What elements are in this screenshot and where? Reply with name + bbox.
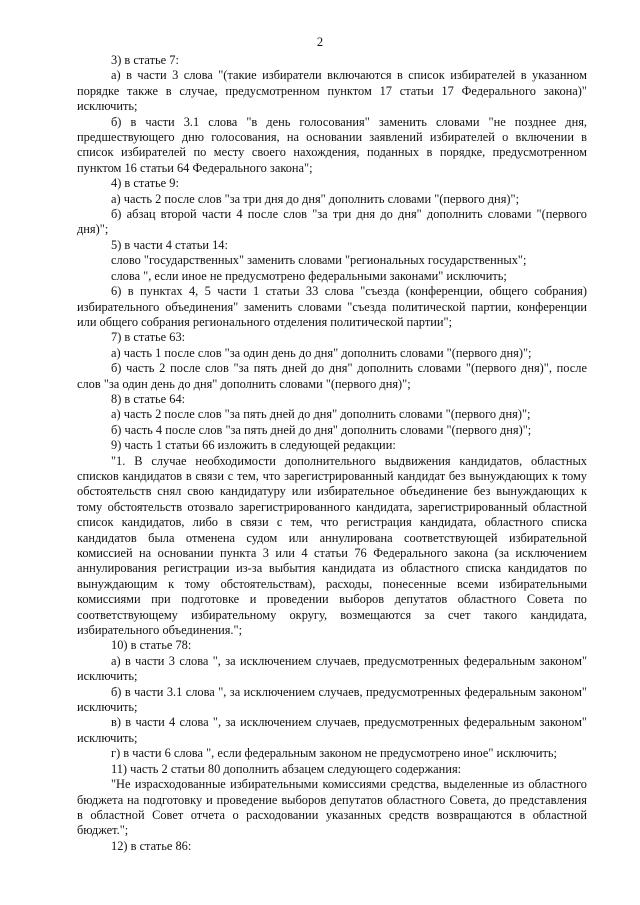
paragraph: г) в части 6 слова ", если федеральным законом не предусмотрено иное" исключить;: [111, 746, 557, 761]
paragraph: в) в части 4 слова ", за исключением случаев, предусмотренных федеральным законом" исключить;: [77, 715, 587, 745]
document-body: [77, 53, 587, 854]
paragraph: 11) часть 2 статьи 80 дополнить абзацем следующего содержания:: [111, 761, 462, 776]
paragraph: 3) в статье 7:: [111, 53, 179, 67]
paragraph: б) в части 3.1 слова ", за исключением случаев, предусмотренных федеральным законом" исключить;: [77, 684, 587, 715]
paragraph: 7) в статье 63:: [111, 330, 186, 345]
paragraph: б) в части 3.1 слова "в день голосования" заменить словами "не позднее дня, предшествующего дню голосования, на основании заявлений избирателей о включении в список избирателей по месту своего нахождения, поданных в порядке, предусмотренном пунктом 16 статьи 64 Федерального закона";: [77, 114, 587, 175]
paragraph: "Не израсходованные избирательными комиссиями средства, выделенные из областного бюджета на подготовку и проведение выборов депутатов областного Совета, до представления в областной Совет отчета о расходовании указанных средств возвращаются в областной бюджет.";: [77, 777, 587, 838]
paragraph: а) часть 1 после слов "за один день до дня" дополнить словами "(первого дня)";: [111, 345, 532, 360]
paragraph: 4) в статье 9:: [111, 176, 179, 191]
paragraph: 9) часть 1 статьи 66 изложить в следующей редакции:: [111, 438, 396, 453]
page-number: 2: [316, 35, 324, 49]
paragraph: слова ", если иное не предусмотрено федеральными законами" исключить;: [111, 268, 507, 283]
paragraph: "1. В случае необходимости дополнительного выдвижения кандидатов, областных списков кандидатов в связи с тем, что зарегистрированный кандидат без вынуждающих к тому обстоятельств снял свою кандидатуру или избирательное объединение без вынуждающих к тому обстоятельств отозвало зарегистрированного кандидата, зарегистрированный областной список кандидатов, либо в связи с тем, что регистрация кандидата, областного списка кандидатов была отменена судом или аннулирована соответствующей избирательной комиссией на основании пункта 3 или 4 статьи 76 Федерального закона (за исключением аннулирования регистрации из-за выбытия кандидата из областного списка кандидатов по вынуждающим к тому обстоятельствам), расходы, понесенные всеми избирательными комиссиями при подготовке и проведении выборов депутатов областного Совета по соответствующему избирательному округу, возмещаются за счет такого кандидата, избирательного объединения.";: [77, 453, 587, 638]
paragraph: а) в части 3 слова "(такие избиратели включаются в список избирателей в указанном порядке также в случае, предусмотренном пунктом 17 статьи 17 Федерального закона)" исключить;: [77, 68, 587, 114]
paragraph: 5) в части 4 статьи 14:: [111, 237, 228, 252]
paragraph: 10) в статье 78:: [111, 638, 192, 653]
paragraph: б) часть 2 после слов "за пять дней до дня" дополнить словами "(первого дня)", после слов "за один день до дня" дополнить словами "(первого дня)";: [77, 361, 587, 391]
paragraph: б) часть 4 после слов "за пять дней до дня" дополнить словами "(первого дня)";: [111, 422, 532, 437]
paragraph: а) в части 3 слова ", за исключением случаев, предусмотренных федеральным законом" исключить;: [77, 653, 587, 684]
paragraph: 8) в статье 64:: [111, 391, 186, 406]
paragraph: а) часть 2 после слов "за пять дней до дня" дополнить словами "(первого дня)";: [111, 407, 531, 422]
paragraph: а) часть 2 после слов "за три дня до дня" дополнить словами "(первого дня)";: [111, 191, 520, 206]
paragraph: 12) в статье 86:: [111, 838, 192, 853]
paragraph: 6) в пунктах 4, 5 части 1 статьи 33 слова "съезда (конференции, общего собрания) избирательного объединения" заменить словами "съезда политической партии, конференции или общего собрания регионального отделения политической партии";: [77, 284, 587, 329]
paragraph: слово "государственных" заменить словами "региональных государственных";: [111, 253, 527, 268]
paragraph: б) абзац второй части 4 после слов "за три дня до дня" дополнить словами "(первого дня)";: [77, 207, 587, 237]
